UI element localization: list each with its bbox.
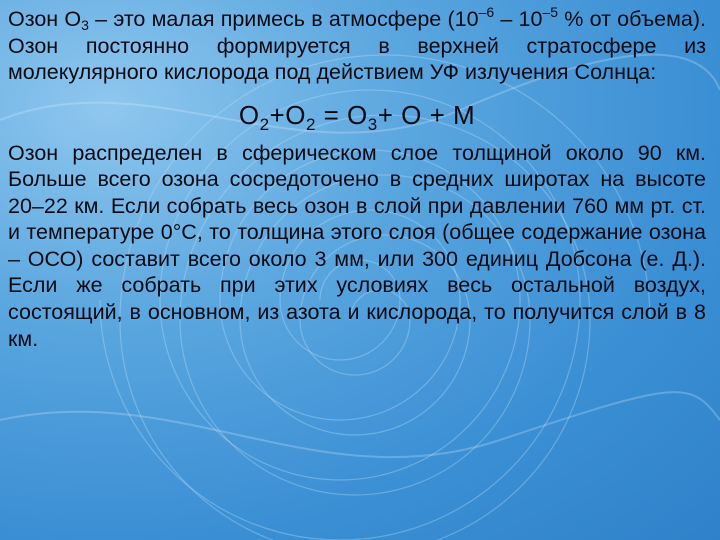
slide-content bbox=[8, 6, 706, 352]
paragraph-distribution: Озон распределен в сферическом слое толщиной около 90 км. Больше всего озона сосредоточено в средних широтах на высоте 20–22 км. Если собрать весь озон в слой при давлении 760 мм рт. ст. и температуре 0°С, то толщина этого слоя (общее содержание озона – ОСО) составит всего около 3 мм, или 300 единиц Добсона (е. Д.). Если же собрать при этих условиях весь остальной воздух, состоящий, в основном, из азота и кислорода, то получится слой в 8 км. bbox=[8, 140, 706, 351]
paragraph-intro: Озон $О_3$ – это малая примесь в атмосфере ($10^{-6} - 10^{-5}$ % от объема). Озон постоянно формируется в верхней стратосфере из молекулярного кислорода под действием УФ излучения Солнца: bbox=[8, 4, 706, 84]
reaction-formula: $O_2+O_2 = O_3+ O + M$ bbox=[238, 99, 476, 134]
